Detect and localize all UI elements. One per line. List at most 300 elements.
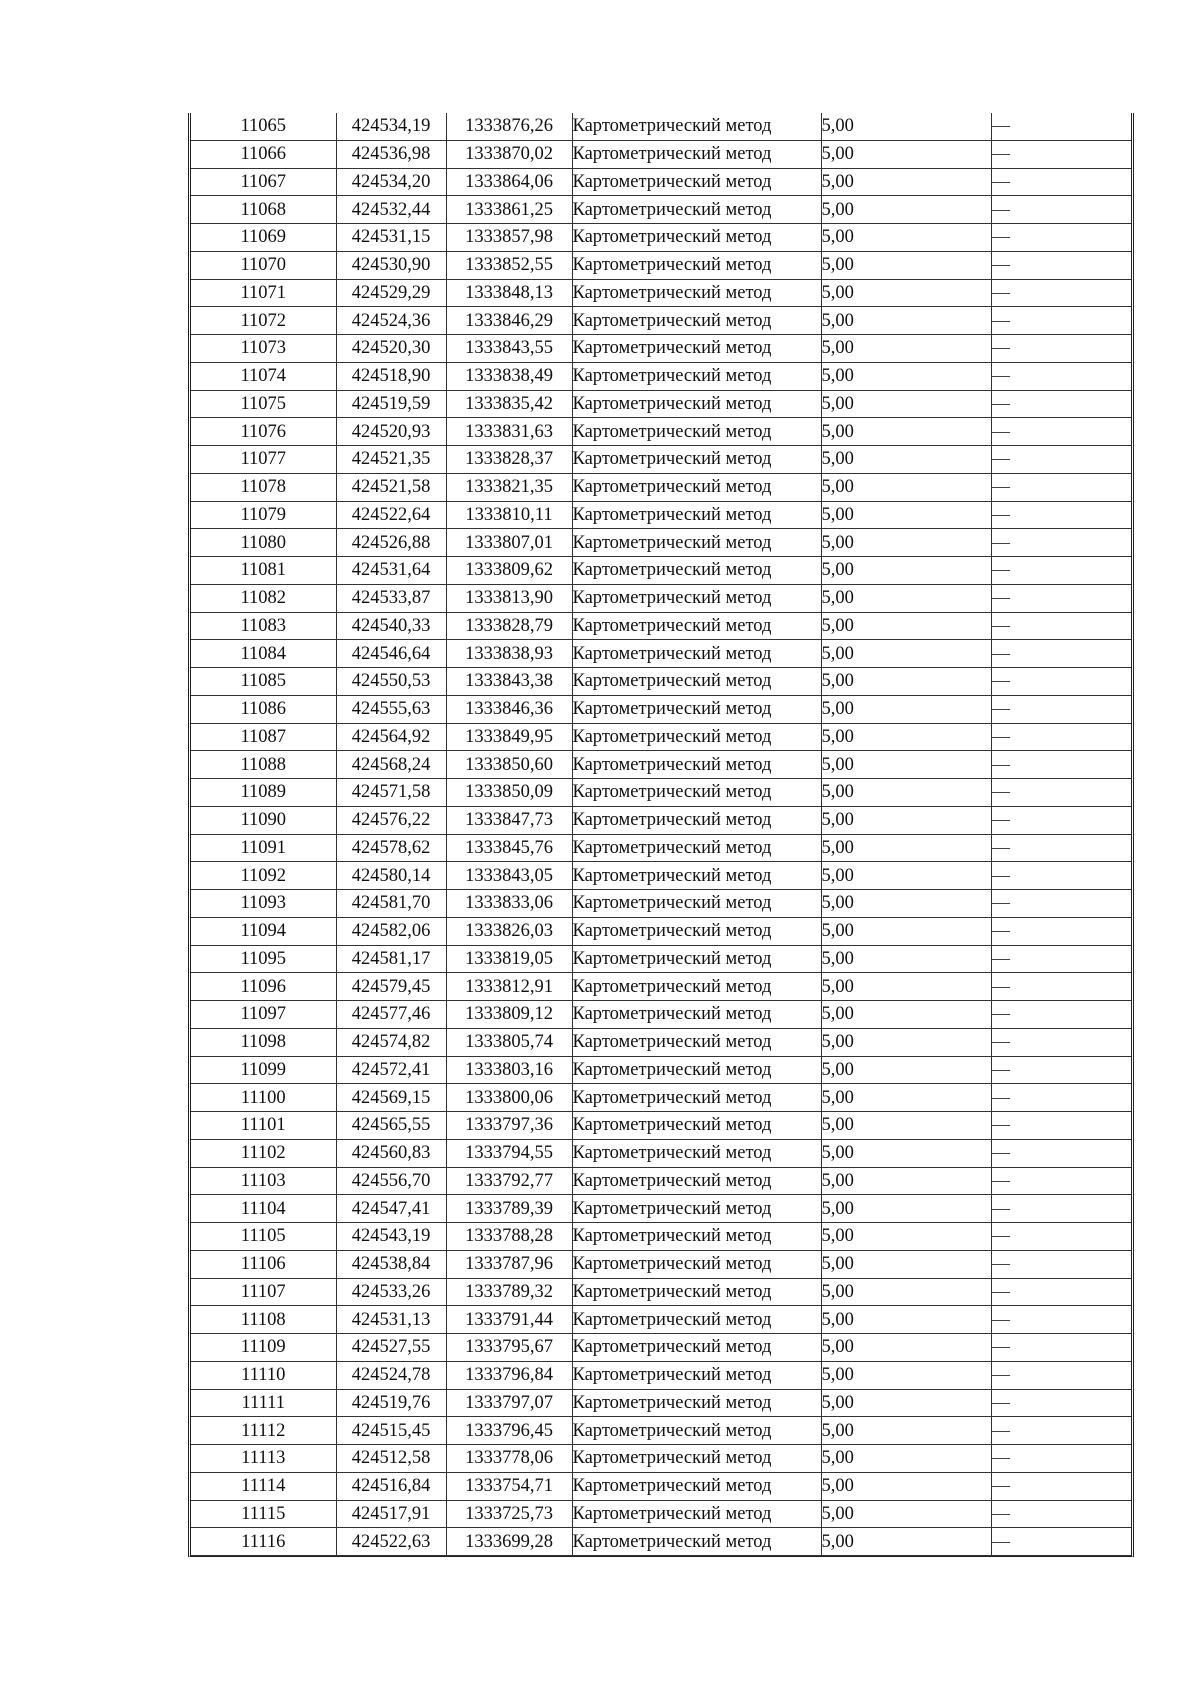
- point-number-cell: 11113: [191, 1445, 336, 1473]
- table-row: [191, 1001, 1131, 1029]
- x-coordinate-cell: 424560,83: [336, 1139, 446, 1167]
- note-cell: —: [991, 806, 1131, 834]
- accuracy-cell: 5,00: [821, 640, 991, 668]
- accuracy-cell: 5,00: [821, 390, 991, 418]
- method-cell: Картометрический метод: [572, 307, 821, 335]
- table-row: [191, 1306, 1131, 1334]
- y-coordinate-cell: 1333807,01: [446, 529, 572, 557]
- point-number-cell: 11089: [191, 779, 336, 807]
- x-coordinate-cell: 424520,30: [336, 335, 446, 363]
- table-row: [191, 418, 1131, 446]
- method-cell: Картометрический метод: [572, 640, 821, 668]
- y-coordinate-cell: 1333819,05: [446, 945, 572, 973]
- point-number-cell: 11108: [191, 1306, 336, 1334]
- x-coordinate-cell: 424577,46: [336, 1001, 446, 1029]
- table-row: [191, 307, 1131, 335]
- note-cell: —: [991, 446, 1131, 474]
- method-cell: Картометрический метод: [572, 1500, 821, 1528]
- note-cell: —: [991, 1306, 1131, 1334]
- accuracy-cell: 5,00: [821, 501, 991, 529]
- note-cell: —: [991, 1500, 1131, 1528]
- method-cell: Картометрический метод: [572, 917, 821, 945]
- x-coordinate-cell: 424522,63: [336, 1528, 446, 1556]
- point-number-cell: 11100: [191, 1084, 336, 1112]
- point-number-cell: 11079: [191, 501, 336, 529]
- method-cell: Картометрический метод: [572, 501, 821, 529]
- y-coordinate-cell: 1333843,38: [446, 668, 572, 696]
- note-cell: —: [991, 168, 1131, 196]
- method-cell: Картометрический метод: [572, 224, 821, 252]
- accuracy-cell: 5,00: [821, 418, 991, 446]
- y-coordinate-cell: 1333846,36: [446, 695, 572, 723]
- method-cell: Картометрический метод: [572, 1056, 821, 1084]
- point-number-cell: 11073: [191, 335, 336, 363]
- x-coordinate-cell: 424538,84: [336, 1250, 446, 1278]
- method-cell: Картометрический метод: [572, 695, 821, 723]
- point-number-cell: 11101: [191, 1112, 336, 1140]
- note-cell: —: [991, 779, 1131, 807]
- note-cell: —: [991, 584, 1131, 612]
- note-cell: —: [991, 640, 1131, 668]
- x-coordinate-cell: 424519,59: [336, 390, 446, 418]
- y-coordinate-cell: 1333857,98: [446, 224, 572, 252]
- method-cell: Картометрический метод: [572, 834, 821, 862]
- y-coordinate-cell: 1333828,79: [446, 612, 572, 640]
- point-number-cell: 11086: [191, 695, 336, 723]
- y-coordinate-cell: 1333800,06: [446, 1084, 572, 1112]
- x-coordinate-cell: 424533,87: [336, 584, 446, 612]
- method-cell: Картометрический метод: [572, 1250, 821, 1278]
- x-coordinate-cell: 424581,70: [336, 890, 446, 918]
- point-number-cell: 11085: [191, 668, 336, 696]
- note-cell: —: [991, 1084, 1131, 1112]
- y-coordinate-cell: 1333803,16: [446, 1056, 572, 1084]
- accuracy-cell: 5,00: [821, 279, 991, 307]
- accuracy-cell: 5,00: [821, 668, 991, 696]
- note-cell: —: [991, 917, 1131, 945]
- table-row: [191, 612, 1131, 640]
- note-cell: —: [991, 945, 1131, 973]
- table-row: [191, 945, 1131, 973]
- method-cell: Картометрический метод: [572, 113, 821, 140]
- method-cell: Картометрический метод: [572, 584, 821, 612]
- note-cell: —: [991, 1472, 1131, 1500]
- table-row: [191, 668, 1131, 696]
- table-row: [191, 168, 1131, 196]
- x-coordinate-cell: 424530,90: [336, 251, 446, 279]
- table-row: [191, 1167, 1131, 1195]
- method-cell: Картометрический метод: [572, 779, 821, 807]
- accuracy-cell: 5,00: [821, 1112, 991, 1140]
- point-number-cell: 11075: [191, 390, 336, 418]
- note-cell: —: [991, 307, 1131, 335]
- note-cell: —: [991, 501, 1131, 529]
- note-cell: —: [991, 612, 1131, 640]
- note-cell: —: [991, 196, 1131, 224]
- y-coordinate-cell: 1333861,25: [446, 196, 572, 224]
- point-number-cell: 11102: [191, 1139, 336, 1167]
- x-coordinate-cell: 424519,76: [336, 1389, 446, 1417]
- table-row: [191, 1195, 1131, 1223]
- y-coordinate-cell: 1333787,96: [446, 1250, 572, 1278]
- accuracy-cell: 5,00: [821, 1306, 991, 1334]
- accuracy-cell: 5,00: [821, 113, 991, 140]
- note-cell: —: [991, 224, 1131, 252]
- note-cell: —: [991, 1001, 1131, 1029]
- y-coordinate-cell: 1333789,39: [446, 1195, 572, 1223]
- point-number-cell: 11093: [191, 890, 336, 918]
- y-coordinate-cell: 1333843,55: [446, 335, 572, 363]
- table-row: [191, 1361, 1131, 1389]
- y-coordinate-cell: 1333850,60: [446, 751, 572, 779]
- x-coordinate-cell: 424518,90: [336, 362, 446, 390]
- point-number-cell: 11066: [191, 140, 336, 168]
- note-cell: —: [991, 695, 1131, 723]
- y-coordinate-cell: 1333792,77: [446, 1167, 572, 1195]
- x-coordinate-cell: 424556,70: [336, 1167, 446, 1195]
- accuracy-cell: 5,00: [821, 473, 991, 501]
- note-cell: —: [991, 279, 1131, 307]
- x-coordinate-cell: 424555,63: [336, 695, 446, 723]
- y-coordinate-cell: 1333849,95: [446, 723, 572, 751]
- point-number-cell: 11116: [191, 1528, 336, 1556]
- table-row: [191, 529, 1131, 557]
- y-coordinate-cell: 1333812,91: [446, 973, 572, 1001]
- x-coordinate-cell: 424531,15: [336, 224, 446, 252]
- accuracy-cell: 5,00: [821, 557, 991, 585]
- method-cell: Картометрический метод: [572, 1028, 821, 1056]
- table-row: [191, 1389, 1131, 1417]
- x-coordinate-cell: 424524,36: [336, 307, 446, 335]
- table-row: [191, 1334, 1131, 1362]
- y-coordinate-cell: 1333795,67: [446, 1334, 572, 1362]
- method-cell: Картометрический метод: [572, 473, 821, 501]
- point-number-cell: 11068: [191, 196, 336, 224]
- method-cell: Картометрический метод: [572, 973, 821, 1001]
- note-cell: —: [991, 751, 1131, 779]
- x-coordinate-cell: 424582,06: [336, 917, 446, 945]
- accuracy-cell: 5,00: [821, 584, 991, 612]
- note-cell: —: [991, 668, 1131, 696]
- table-row: [191, 1528, 1131, 1556]
- accuracy-cell: 5,00: [821, 945, 991, 973]
- method-cell: Картометрический метод: [572, 418, 821, 446]
- y-coordinate-cell: 1333810,11: [446, 501, 572, 529]
- x-coordinate-cell: 424520,93: [336, 418, 446, 446]
- table-row: [191, 834, 1131, 862]
- point-number-cell: 11098: [191, 1028, 336, 1056]
- note-cell: —: [991, 362, 1131, 390]
- method-cell: Картометрический метод: [572, 723, 821, 751]
- accuracy-cell: 5,00: [821, 890, 991, 918]
- point-number-cell: 11115: [191, 1500, 336, 1528]
- point-number-cell: 11084: [191, 640, 336, 668]
- method-cell: Картометрический метод: [572, 1195, 821, 1223]
- table-row: [191, 917, 1131, 945]
- x-coordinate-cell: 424527,55: [336, 1334, 446, 1362]
- accuracy-cell: 5,00: [821, 1250, 991, 1278]
- table-row: [191, 1056, 1131, 1084]
- y-coordinate-cell: 1333835,42: [446, 390, 572, 418]
- y-coordinate-cell: 1333797,07: [446, 1389, 572, 1417]
- point-number-cell: 11070: [191, 251, 336, 279]
- x-coordinate-cell: 424579,45: [336, 973, 446, 1001]
- method-cell: Картометрический метод: [572, 1084, 821, 1112]
- x-coordinate-cell: 424533,26: [336, 1278, 446, 1306]
- note-cell: —: [991, 140, 1131, 168]
- y-coordinate-cell: 1333699,28: [446, 1528, 572, 1556]
- note-cell: —: [991, 1028, 1131, 1056]
- y-coordinate-cell: 1333831,63: [446, 418, 572, 446]
- accuracy-cell: 5,00: [821, 1084, 991, 1112]
- method-cell: Картометрический метод: [572, 945, 821, 973]
- method-cell: Картометрический метод: [572, 1139, 821, 1167]
- table-row: [191, 362, 1131, 390]
- y-coordinate-cell: 1333838,49: [446, 362, 572, 390]
- y-coordinate-cell: 1333725,73: [446, 1500, 572, 1528]
- note-cell: —: [991, 1139, 1131, 1167]
- accuracy-cell: 5,00: [821, 1417, 991, 1445]
- x-coordinate-cell: 424572,41: [336, 1056, 446, 1084]
- x-coordinate-cell: 424512,58: [336, 1445, 446, 1473]
- method-cell: Картометрический метод: [572, 1167, 821, 1195]
- table-row: [191, 779, 1131, 807]
- y-coordinate-cell: 1333826,03: [446, 917, 572, 945]
- point-number-cell: 11106: [191, 1250, 336, 1278]
- table-row: [191, 751, 1131, 779]
- note-cell: —: [991, 529, 1131, 557]
- point-number-cell: 11114: [191, 1472, 336, 1500]
- point-number-cell: 11107: [191, 1278, 336, 1306]
- x-coordinate-cell: 424529,29: [336, 279, 446, 307]
- point-number-cell: 11069: [191, 224, 336, 252]
- method-cell: Картометрический метод: [572, 251, 821, 279]
- accuracy-cell: 5,00: [821, 1528, 991, 1556]
- accuracy-cell: 5,00: [821, 834, 991, 862]
- table-row: [191, 224, 1131, 252]
- point-number-cell: 11111: [191, 1389, 336, 1417]
- table-row: [191, 640, 1131, 668]
- point-number-cell: 11091: [191, 834, 336, 862]
- point-number-cell: 11096: [191, 973, 336, 1001]
- accuracy-cell: 5,00: [821, 1361, 991, 1389]
- y-coordinate-cell: 1333809,12: [446, 1001, 572, 1029]
- x-coordinate-cell: 424581,17: [336, 945, 446, 973]
- method-cell: Картометрический метод: [572, 335, 821, 363]
- method-cell: Картометрический метод: [572, 390, 821, 418]
- note-cell: —: [991, 1361, 1131, 1389]
- y-coordinate-cell: 1333809,62: [446, 557, 572, 585]
- point-number-cell: 11065: [191, 113, 336, 140]
- note-cell: —: [991, 390, 1131, 418]
- point-number-cell: 11080: [191, 529, 336, 557]
- point-number-cell: 11087: [191, 723, 336, 751]
- point-number-cell: 11088: [191, 751, 336, 779]
- accuracy-cell: 5,00: [821, 1472, 991, 1500]
- x-coordinate-cell: 424569,15: [336, 1084, 446, 1112]
- method-cell: Картометрический метод: [572, 557, 821, 585]
- y-coordinate-cell: 1333805,74: [446, 1028, 572, 1056]
- note-cell: —: [991, 973, 1131, 1001]
- accuracy-cell: 5,00: [821, 1001, 991, 1029]
- table-row: [191, 1417, 1131, 1445]
- x-coordinate-cell: 424576,22: [336, 806, 446, 834]
- note-cell: —: [991, 1278, 1131, 1306]
- accuracy-cell: 5,00: [821, 1389, 991, 1417]
- note-cell: —: [991, 1250, 1131, 1278]
- point-number-cell: 11104: [191, 1195, 336, 1223]
- accuracy-cell: 5,00: [821, 862, 991, 890]
- point-number-cell: 11081: [191, 557, 336, 585]
- y-coordinate-cell: 1333813,90: [446, 584, 572, 612]
- x-coordinate-cell: 424516,84: [336, 1472, 446, 1500]
- x-coordinate-cell: 424574,82: [336, 1028, 446, 1056]
- accuracy-cell: 5,00: [821, 335, 991, 363]
- table-row: [191, 446, 1131, 474]
- table-row: [191, 1028, 1131, 1056]
- x-coordinate-cell: 424534,19: [336, 113, 446, 140]
- table-row: [191, 695, 1131, 723]
- x-coordinate-cell: 424536,98: [336, 140, 446, 168]
- y-coordinate-cell: 1333821,35: [446, 473, 572, 501]
- x-coordinate-cell: 424522,64: [336, 501, 446, 529]
- x-coordinate-cell: 424515,45: [336, 1417, 446, 1445]
- x-coordinate-cell: 424521,35: [336, 446, 446, 474]
- point-number-cell: 11105: [191, 1223, 336, 1251]
- x-coordinate-cell: 424540,33: [336, 612, 446, 640]
- accuracy-cell: 5,00: [821, 612, 991, 640]
- table-row: [191, 1500, 1131, 1528]
- note-cell: —: [991, 1389, 1131, 1417]
- x-coordinate-cell: 424578,62: [336, 834, 446, 862]
- method-cell: Картометрический метод: [572, 1001, 821, 1029]
- point-number-cell: 11099: [191, 1056, 336, 1084]
- y-coordinate-cell: 1333828,37: [446, 446, 572, 474]
- note-cell: —: [991, 473, 1131, 501]
- accuracy-cell: 5,00: [821, 723, 991, 751]
- table-row: [191, 1250, 1131, 1278]
- point-number-cell: 11094: [191, 917, 336, 945]
- point-number-cell: 11074: [191, 362, 336, 390]
- table-row: [191, 251, 1131, 279]
- method-cell: Картометрический метод: [572, 279, 821, 307]
- note-cell: —: [991, 834, 1131, 862]
- table-row: [191, 862, 1131, 890]
- y-coordinate-cell: 1333754,71: [446, 1472, 572, 1500]
- x-coordinate-cell: 424565,55: [336, 1112, 446, 1140]
- y-coordinate-cell: 1333850,09: [446, 779, 572, 807]
- table-row: [191, 973, 1131, 1001]
- table-row: [191, 1084, 1131, 1112]
- method-cell: Картометрический метод: [572, 751, 821, 779]
- point-number-cell: 11103: [191, 1167, 336, 1195]
- table-row: [191, 279, 1131, 307]
- x-coordinate-cell: 424543,19: [336, 1223, 446, 1251]
- accuracy-cell: 5,00: [821, 1139, 991, 1167]
- method-cell: Картометрический метод: [572, 1445, 821, 1473]
- y-coordinate-cell: 1333852,55: [446, 251, 572, 279]
- note-cell: —: [991, 890, 1131, 918]
- table-row: [191, 890, 1131, 918]
- method-cell: Картометрический метод: [572, 140, 821, 168]
- method-cell: Картометрический метод: [572, 1361, 821, 1389]
- point-number-cell: 11071: [191, 279, 336, 307]
- method-cell: Картометрический метод: [572, 1389, 821, 1417]
- point-number-cell: 11092: [191, 862, 336, 890]
- method-cell: Картометрический метод: [572, 890, 821, 918]
- table-row: [191, 806, 1131, 834]
- table-row: [191, 196, 1131, 224]
- point-number-cell: 11067: [191, 168, 336, 196]
- accuracy-cell: 5,00: [821, 1028, 991, 1056]
- note-cell: —: [991, 113, 1131, 140]
- x-coordinate-cell: 424532,44: [336, 196, 446, 224]
- y-coordinate-cell: 1333864,06: [446, 168, 572, 196]
- accuracy-cell: 5,00: [821, 140, 991, 168]
- y-coordinate-cell: 1333848,13: [446, 279, 572, 307]
- accuracy-cell: 5,00: [821, 168, 991, 196]
- method-cell: Картометрический метод: [572, 806, 821, 834]
- method-cell: Картометрический метод: [572, 1334, 821, 1362]
- note-cell: —: [991, 1445, 1131, 1473]
- x-coordinate-cell: 424521,58: [336, 473, 446, 501]
- method-cell: Картометрический метод: [572, 446, 821, 474]
- accuracy-cell: 5,00: [821, 1500, 991, 1528]
- y-coordinate-cell: 1333796,84: [446, 1361, 572, 1389]
- accuracy-cell: 5,00: [821, 973, 991, 1001]
- note-cell: —: [991, 557, 1131, 585]
- point-number-cell: 11110: [191, 1361, 336, 1389]
- note-cell: —: [991, 335, 1131, 363]
- note-cell: —: [991, 1417, 1131, 1445]
- accuracy-cell: 5,00: [821, 779, 991, 807]
- y-coordinate-cell: 1333838,93: [446, 640, 572, 668]
- y-coordinate-cell: 1333789,32: [446, 1278, 572, 1306]
- table-row: [191, 501, 1131, 529]
- note-cell: —: [991, 1112, 1131, 1140]
- table-row: [191, 1278, 1131, 1306]
- x-coordinate-cell: 424550,53: [336, 668, 446, 696]
- table-row: [191, 1223, 1131, 1251]
- table-row: [191, 113, 1131, 140]
- accuracy-cell: 5,00: [821, 1278, 991, 1306]
- accuracy-cell: 5,00: [821, 1223, 991, 1251]
- table-row: [191, 723, 1131, 751]
- accuracy-cell: 5,00: [821, 1334, 991, 1362]
- y-coordinate-cell: 1333794,55: [446, 1139, 572, 1167]
- y-coordinate-cell: 1333845,76: [446, 834, 572, 862]
- x-coordinate-cell: 424564,92: [336, 723, 446, 751]
- y-coordinate-cell: 1333797,36: [446, 1112, 572, 1140]
- method-cell: Картометрический метод: [572, 1278, 821, 1306]
- accuracy-cell: 5,00: [821, 196, 991, 224]
- y-coordinate-cell: 1333870,02: [446, 140, 572, 168]
- y-coordinate-cell: 1333778,06: [446, 1445, 572, 1473]
- y-coordinate-cell: 1333876,26: [446, 113, 572, 140]
- method-cell: Картометрический метод: [572, 1223, 821, 1251]
- point-number-cell: 11077: [191, 446, 336, 474]
- table-row: [191, 473, 1131, 501]
- method-cell: Картометрический метод: [572, 612, 821, 640]
- method-cell: Картометрический метод: [572, 168, 821, 196]
- point-number-cell: 11072: [191, 307, 336, 335]
- table-row: [191, 1139, 1131, 1167]
- table-row: [191, 557, 1131, 585]
- accuracy-cell: 5,00: [821, 362, 991, 390]
- method-cell: Картометрический метод: [572, 1528, 821, 1556]
- point-number-cell: 11076: [191, 418, 336, 446]
- method-cell: Картометрический метод: [572, 862, 821, 890]
